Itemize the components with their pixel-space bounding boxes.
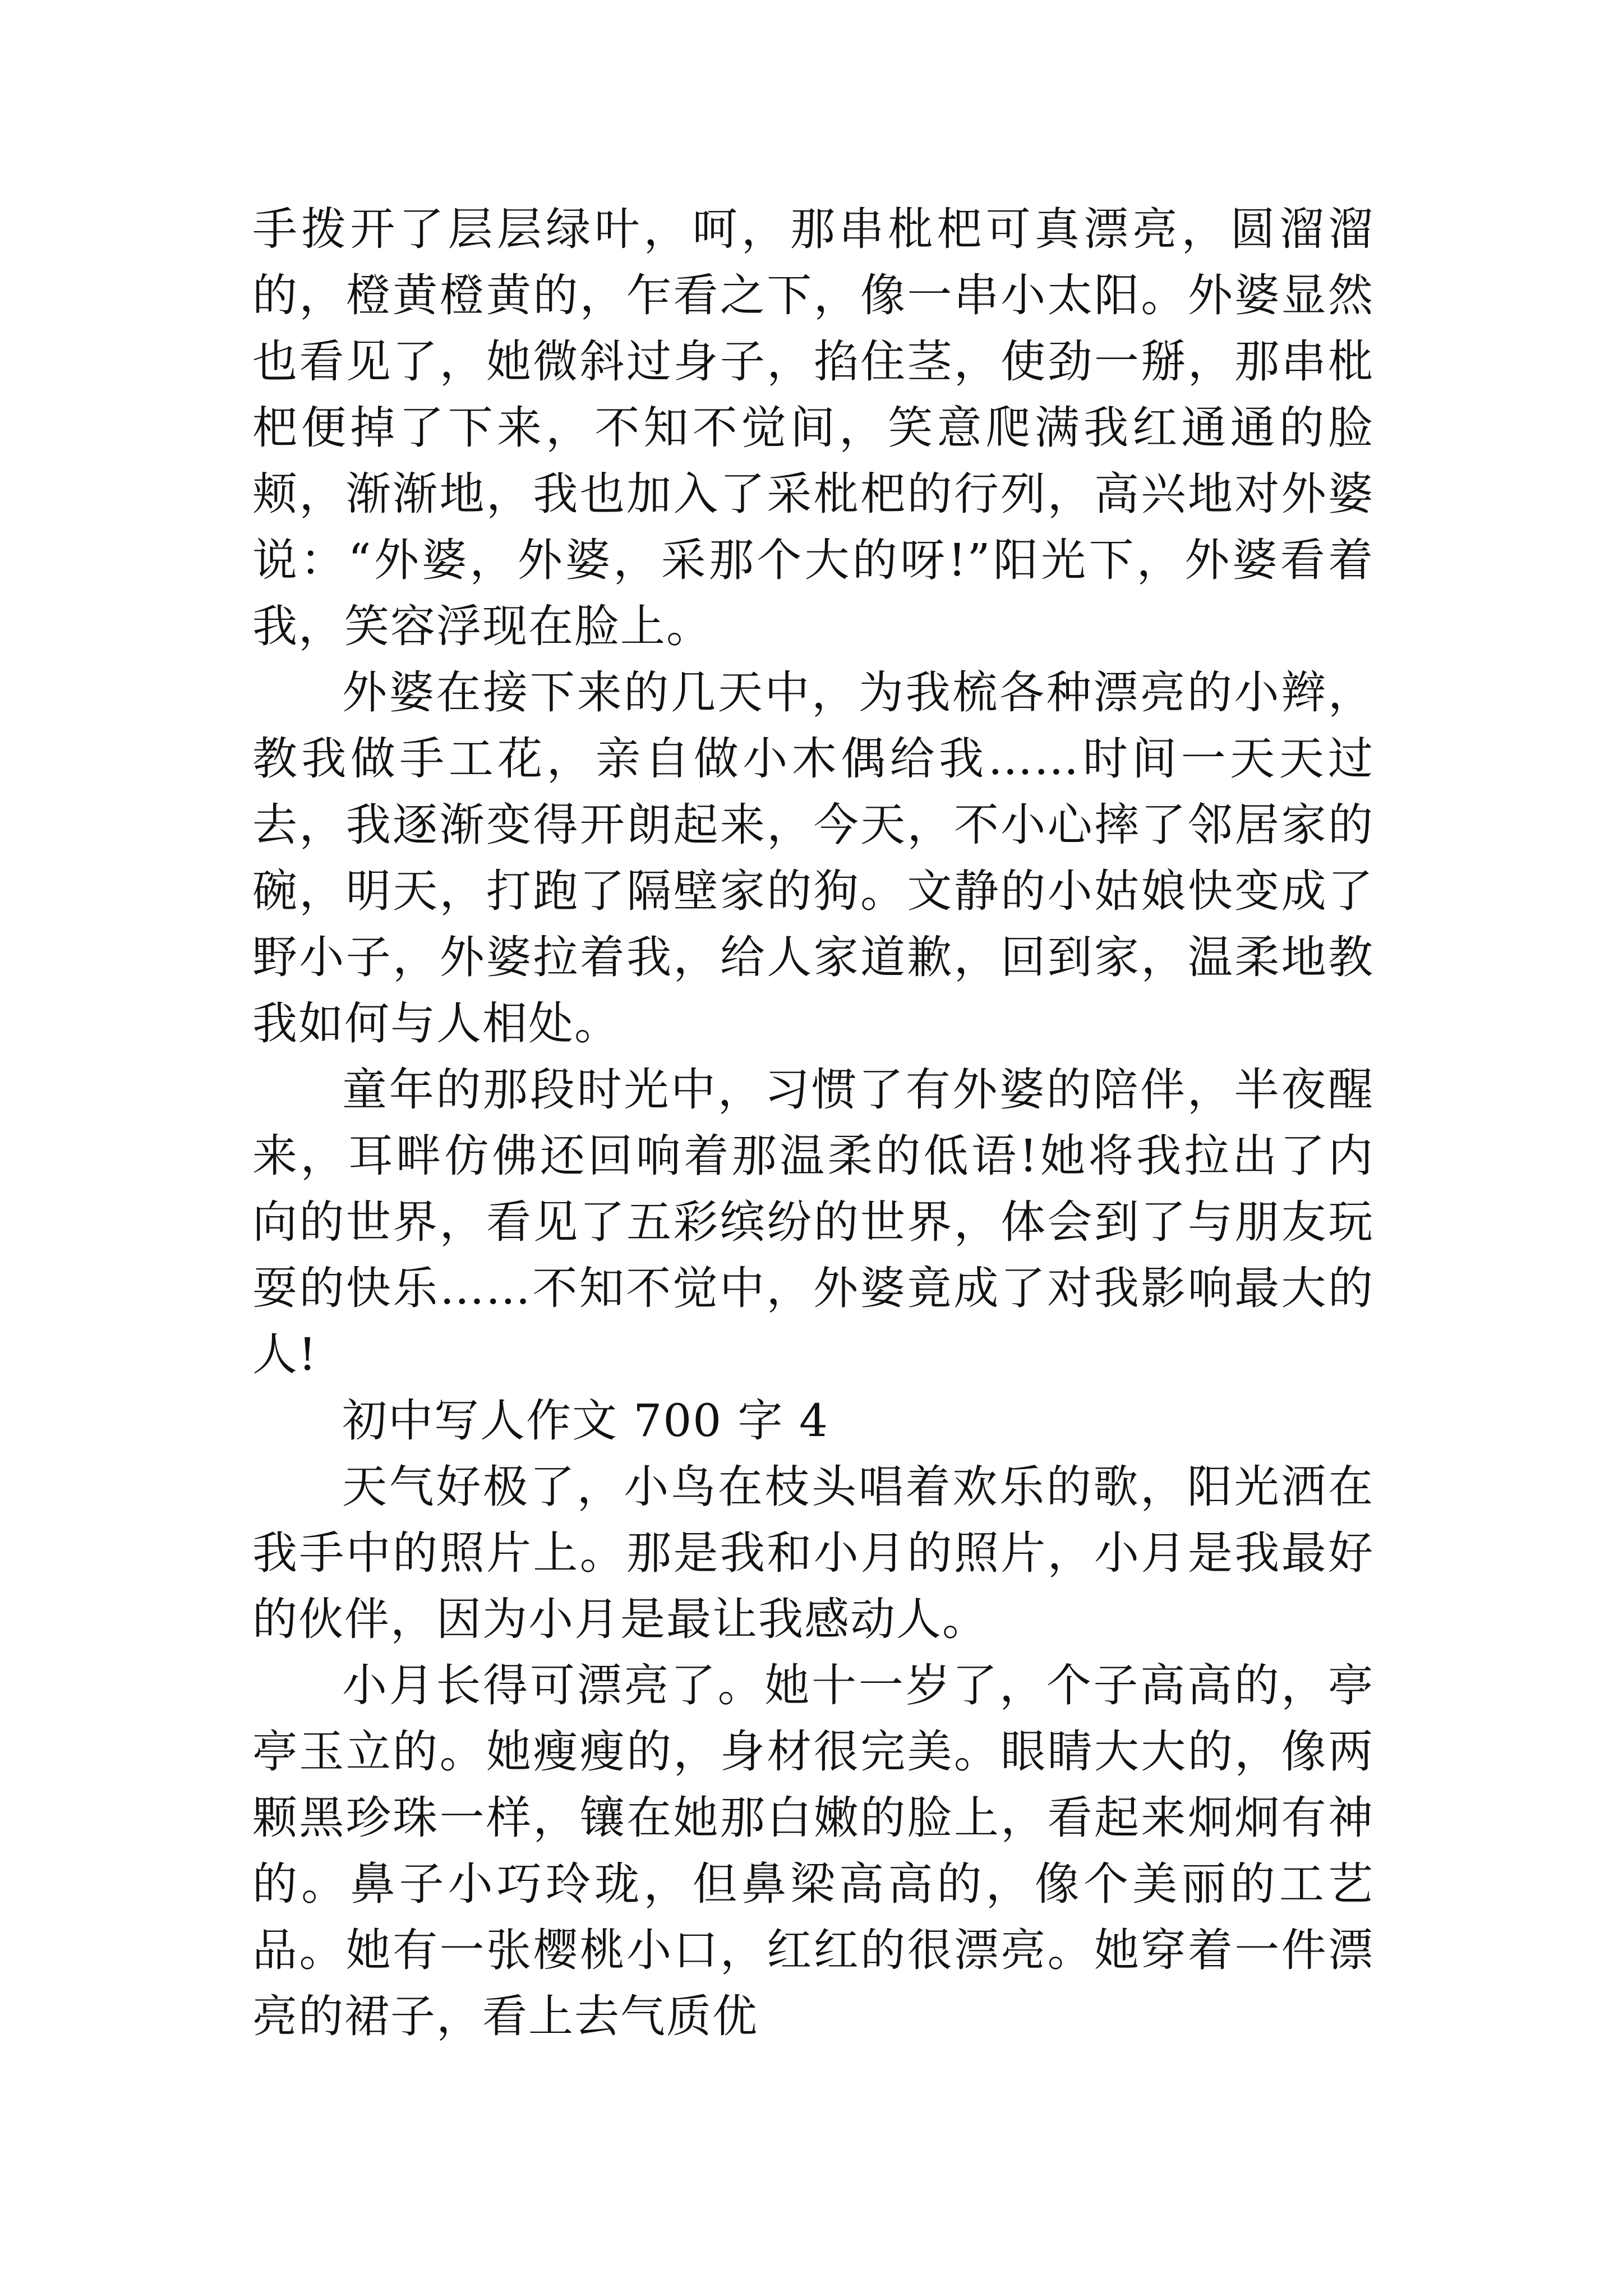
document-body [252, 196, 1374, 2050]
paragraph-continued: 手拨开了层层绿叶，呵，那串枇杷可真漂亮，圆溜溜的，橙黄橙黄的，乍看之下，像一串小太阳。外婆显然也看见了，她微斜过身子，掐住茎，使劲一掰，那串枇杷便掉了下来，不知不觉间，笑意爬满我红通通的脸颊，渐渐地，我也加入了采枇杷的行列，高兴地对外婆说：“外婆，外婆，采那个大的呀!”阳光下，外婆看着我，笑容浮现在脸上。 [252, 203, 1374, 652]
paragraph: 外婆在接下来的几天中，为我梳各种漂亮的小辫，教我做手工花，亲自做小木偶给我……时间一天天过去，我逐渐变得开朗起来，今天，不小心摔了邻居家的碗，明天，打跑了隔壁家的狗。文静的小姑娘快变成了野小子，外婆拉着我，给人家道歉，回到家，温柔地教我如何与人相处。 [252, 666, 1374, 1050]
section-title: 初中写人作文 700 字 4 [342, 1395, 829, 1447]
paragraph: 小月长得可漂亮了。她十一岁了，个子高高的，亭亭玉立的。她瘦瘦的，身材很完美。眼睛大大的，像两颗黑珍珠一样，镶在她那白嫩的脸上，看起来炯炯有神的。鼻子小巧玲珑，但鼻梁高高的，像个美丽的工艺品。她有一张樱桃小口，红红的很漂亮。她穿着一件漂亮的裙子，看上去气质优 [252, 1659, 1374, 2042]
paragraph: 童年的那段时光中，习惯了有外婆的陪伴，半夜醒来，耳畔仿佛还回响着那温柔的低语!她将我拉出了内向的世界，看见了五彩缤纷的世界，体会到了与朋友玩耍的快乐……不知不觉中，外婆竟成了对我影响最大的人! [252, 1064, 1374, 1381]
paragraph: 天气好极了，小鸟在枝头唱着欢乐的歌，阳光洒在我手中的照片上。那是我和小月的照片，小月是我最好的伙伴，因为小月是最让我感动人。 [252, 1461, 1374, 1645]
